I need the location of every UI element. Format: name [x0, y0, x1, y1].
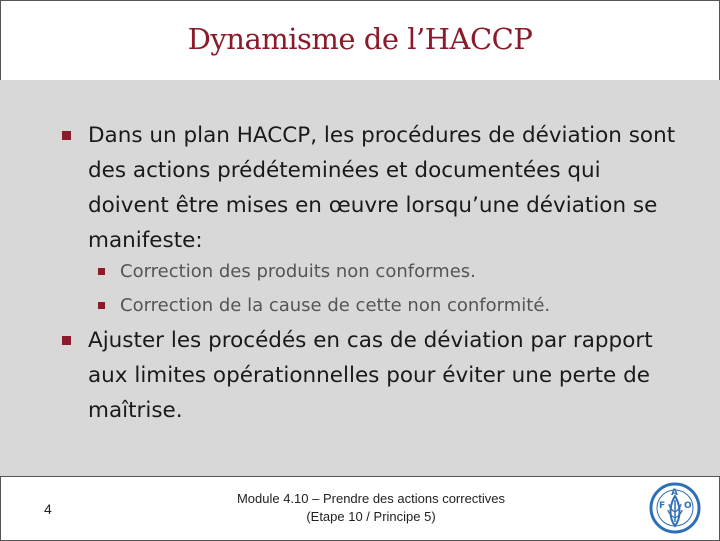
footer-line-1: Module 4.10 – Prendre des actions correctives [236, 491, 506, 506]
footer-line-2: (Etape 10 / Principe 5) [306, 509, 436, 524]
logo-letter-o: O [684, 501, 692, 511]
logo-letter-a: A [671, 488, 678, 498]
page-number: 4 [44, 501, 52, 517]
sub-bullet-marker [98, 302, 105, 309]
logo-letter-f: F [659, 501, 666, 511]
bullet-marker [62, 336, 71, 345]
slide-title: Dynamisme de l’HACCP [187, 22, 533, 56]
bullet-2: Ajuster les procédés en cas de déviation par rapport aux limites opérationnelles pour éviter une perte de maîtrise. [88, 328, 653, 423]
fao-logo-icon [649, 482, 701, 534]
sub-bullet-2: Correction de la cause de cette non conformité. [120, 295, 551, 316]
sub-bullet-marker [98, 268, 105, 275]
bullet-1: Dans un plan HACCP, les procédures de déviation sont des actions prédéteminées et documentées qui doivent être mises en œuvre lorsqu’une déviation se manifeste: [88, 123, 676, 253]
footer-caption [181, 490, 561, 526]
bullet-marker [62, 131, 71, 140]
slide-content [0, 80, 720, 476]
slide-header [0, 0, 720, 81]
slide-footer [0, 476, 720, 541]
sub-bullet-1: Correction des produits non conformes. [120, 261, 476, 282]
